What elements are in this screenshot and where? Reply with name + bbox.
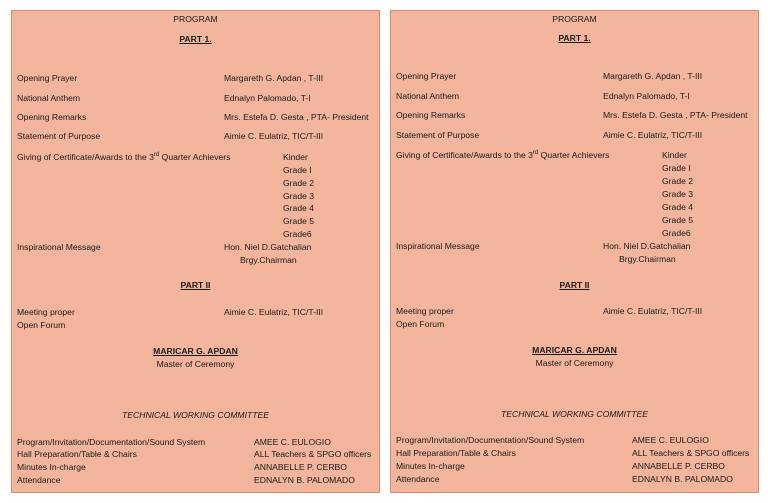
item-label: National Anthem xyxy=(17,93,81,103)
item-label: Statement of Purpose xyxy=(396,130,480,140)
item-person: Aimie C. Eulatriz, TIC/T-III xyxy=(603,130,703,140)
inspirational-title: Brgy.Chairman xyxy=(619,254,676,264)
program-title: PROGRAM xyxy=(552,14,597,24)
grade-item: Kinder xyxy=(662,150,687,160)
open-forum-label: Open Forum xyxy=(17,320,66,330)
committee-person: AMEE C. EULOGIO xyxy=(632,435,709,445)
part2-heading: PART II xyxy=(559,280,590,290)
item-label: Statement of Purpose xyxy=(17,131,101,141)
grade-item: Grade I xyxy=(283,165,312,175)
grade-item: Grade 5 xyxy=(283,216,315,226)
item-person: Margareth G. Apdan , T-III xyxy=(603,71,703,81)
committee-task: Hall Preparation/Table & Chairs xyxy=(17,449,137,459)
committee-task: Attendance xyxy=(17,475,61,485)
awards-label: Giving of Certificate/Awards to the 3rd Quarter Achievers xyxy=(396,150,610,160)
grade-item: Grade I xyxy=(662,163,691,173)
item-label: Opening Remarks xyxy=(396,110,466,120)
mc-name: MARICAR G. APDAN xyxy=(153,346,238,356)
part2-heading: PART II xyxy=(180,280,211,290)
program-title: PROGRAM xyxy=(173,14,218,24)
item-label: Opening Prayer xyxy=(17,73,78,83)
committee-task: Program/Invitation/Documentation/Sound System xyxy=(396,435,585,445)
inspirational-person: Hon. Niel D.Gatchalian xyxy=(603,241,691,251)
grade-item: Grade 4 xyxy=(283,203,315,213)
item-label: Opening Remarks xyxy=(17,112,87,122)
committee-heading: TECHNICAL WORKING COMMITTEE xyxy=(122,410,269,420)
committee-task: Attendance xyxy=(396,474,440,484)
inspirational-person: Hon. Niel D.Gatchalian xyxy=(224,242,312,252)
awards-label: Giving of Certificate/Awards to the 3rd Quarter Achievers xyxy=(17,152,231,162)
part1-heading: PART 1. xyxy=(558,33,591,43)
committee-person: ALL Teachers & SPGO officers xyxy=(254,449,372,459)
program-panel-left xyxy=(11,10,380,493)
committee-task: Hall Preparation/Table & Chairs xyxy=(396,448,516,458)
open-forum-label: Open Forum xyxy=(396,319,445,329)
committee-heading: TECHNICAL WORKING COMMITTEE xyxy=(501,409,648,419)
mc-name: MARICAR G. APDAN xyxy=(532,345,617,355)
item-person: Margareth G. Apdan , T-III xyxy=(224,73,324,83)
grade-item: Grade6 xyxy=(283,229,312,239)
committee-person: AMEE C. EULOGIO xyxy=(254,437,331,447)
program-panel-right xyxy=(390,10,759,493)
item-person: Ednalyn Palomado, T-I xyxy=(224,93,311,103)
inspirational-label: Inspirational Message xyxy=(17,242,101,252)
committee-person: EDNALYN B. PALOMADO xyxy=(632,474,733,484)
item-label: Opening Prayer xyxy=(396,71,457,81)
item-person: Ednalyn Palomado, T-I xyxy=(603,91,690,101)
grade-item: Kinder xyxy=(283,152,308,162)
meeting-label: Meeting proper xyxy=(17,307,75,317)
inspirational-title: Brgy.Chairman xyxy=(240,255,297,265)
item-person: Mrs. Estefa D. Gesta , PTA- President xyxy=(224,112,369,122)
meeting-person: Aimie C. Eulatriz, TIC/T-III xyxy=(224,307,324,317)
item-label: National Anthem xyxy=(396,91,460,101)
committee-person: ALL Teachers & SPGO officers xyxy=(632,448,750,458)
committee-task: Minutes In-charge xyxy=(396,461,465,471)
item-person: Aimie C. Eulatriz, TIC/T-III xyxy=(224,131,324,141)
inspirational-label: Inspirational Message xyxy=(396,241,480,251)
grade-item: Grade 2 xyxy=(662,176,694,186)
committee-person: ANNABELLE P. CERBO xyxy=(254,462,347,472)
committee-task: Minutes In-charge xyxy=(17,462,86,472)
part1-heading: PART 1. xyxy=(179,34,212,44)
grade-item: Grade 3 xyxy=(283,191,315,201)
mc-role: Master of Ceremony xyxy=(156,359,235,369)
committee-person: EDNALYN B. PALOMADO xyxy=(254,475,355,485)
grade-item: Grade 2 xyxy=(283,178,315,188)
meeting-person: Aimie C. Eulatriz, TIC/T-III xyxy=(603,306,703,316)
grade-item: Grade 4 xyxy=(662,202,694,212)
committee-person: ANNABELLE P. CERBO xyxy=(632,461,725,471)
committee-task: Program/Invitation/Documentation/Sound System xyxy=(17,437,206,447)
grade-item: Grade 3 xyxy=(662,189,694,199)
item-person: Mrs. Estefa D. Gesta , PTA- President xyxy=(603,110,748,120)
mc-role: Master of Ceremony xyxy=(535,358,614,368)
meeting-label: Meeting proper xyxy=(396,306,454,316)
grade-item: Grade6 xyxy=(662,228,691,238)
grade-item: Grade 5 xyxy=(662,215,694,225)
